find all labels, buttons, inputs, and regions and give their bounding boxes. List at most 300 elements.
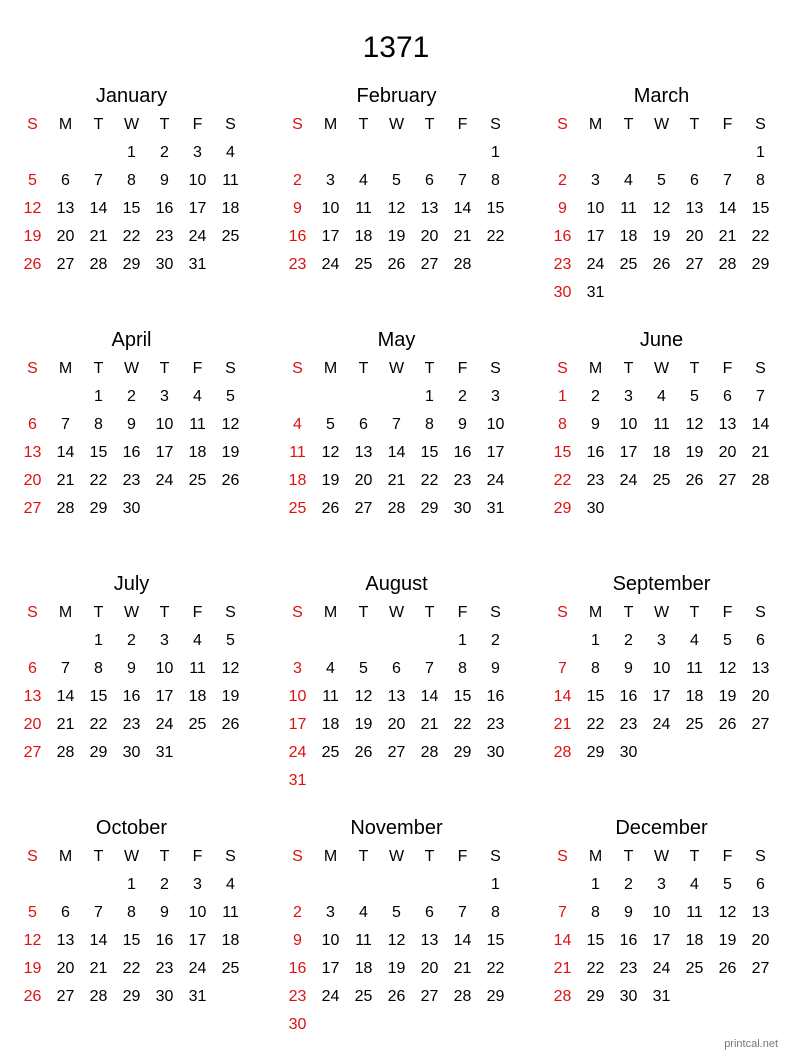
weekday-label: W — [653, 116, 670, 133]
weekday-label: F — [192, 604, 203, 621]
day-cell: 25 — [685, 960, 704, 977]
day-cell: 20 — [718, 444, 737, 461]
day-cell: 29 — [122, 256, 141, 273]
day-cell: 21 — [718, 228, 737, 245]
day-cell: 15 — [89, 688, 108, 705]
day-cell: 13 — [420, 200, 439, 217]
day-cell: 2 — [558, 172, 567, 189]
weekday-label: W — [388, 604, 405, 621]
day-cell: 15 — [586, 932, 605, 949]
week-row — [281, 439, 521, 467]
day-cell: 26 — [23, 988, 42, 1005]
day-cell: 7 — [723, 172, 732, 189]
day-cell: 17 — [188, 200, 207, 217]
weekday-label: S — [557, 360, 568, 377]
day-cell: 19 — [221, 688, 240, 705]
weekday-label: W — [388, 116, 405, 133]
weekday-header — [16, 111, 256, 139]
week-row — [281, 767, 521, 795]
day-cell: 21 — [89, 228, 108, 245]
weekday-header — [281, 599, 521, 627]
day-cell: 30 — [453, 500, 472, 517]
month-name: January — [95, 85, 168, 107]
weekday-label: S — [27, 116, 38, 133]
day-cell: 26 — [718, 960, 737, 977]
day-cell: 3 — [591, 172, 600, 189]
day-cell: 12 — [718, 904, 737, 921]
day-cell: 25 — [685, 716, 704, 733]
day-cell: 20 — [354, 472, 373, 489]
weekday-label: T — [93, 360, 104, 377]
weekday-label: S — [292, 360, 303, 377]
week-row — [281, 139, 521, 167]
day-cell: 16 — [288, 960, 307, 977]
week-row — [281, 195, 521, 223]
month-name: September — [612, 573, 711, 595]
weekday-label: F — [722, 604, 733, 621]
weekday-label: T — [358, 848, 369, 865]
weekday-label: S — [225, 604, 236, 621]
day-cell: 5 — [392, 904, 401, 921]
week-row — [16, 223, 256, 251]
week-row — [546, 871, 786, 899]
day-cell: 8 — [425, 416, 434, 433]
day-cell: 22 — [122, 228, 141, 245]
week-row — [546, 251, 786, 279]
day-cell: 21 — [553, 960, 572, 977]
day-cell: 14 — [553, 932, 572, 949]
day-cell: 28 — [553, 988, 572, 1005]
day-cell: 24 — [486, 472, 505, 489]
day-cell: 28 — [718, 256, 737, 273]
day-cell: 19 — [387, 960, 406, 977]
week-row — [16, 411, 256, 439]
day-cell: 20 — [420, 228, 439, 245]
day-cell: 13 — [751, 904, 770, 921]
day-cell: 25 — [221, 960, 240, 977]
day-cell: 7 — [392, 416, 401, 433]
day-cell: 28 — [387, 500, 406, 517]
day-cell: 13 — [420, 932, 439, 949]
day-cell: 23 — [619, 716, 638, 733]
day-cell: 9 — [127, 660, 136, 677]
day-cell: 26 — [718, 716, 737, 733]
weekday-label: M — [58, 848, 73, 865]
day-cell: 15 — [453, 688, 472, 705]
day-cell: 1 — [591, 876, 600, 893]
day-cell: 14 — [718, 200, 737, 217]
day-cell: 2 — [591, 388, 600, 405]
weekday-header — [281, 355, 521, 383]
week-row — [281, 627, 521, 655]
day-cell: 27 — [751, 960, 770, 977]
day-cell: 12 — [23, 932, 42, 949]
month-name: October — [95, 817, 168, 839]
day-cell: 30 — [553, 284, 572, 301]
day-cell: 23 — [122, 472, 141, 489]
day-cell: 5 — [723, 632, 732, 649]
day-cell: 30 — [586, 500, 605, 517]
week-row — [281, 655, 521, 683]
day-cell: 4 — [193, 632, 202, 649]
weekday-label: S — [292, 848, 303, 865]
weekday-header — [16, 355, 256, 383]
day-cell: 18 — [221, 932, 240, 949]
day-cell: 1 — [127, 144, 136, 161]
day-cell: 8 — [491, 172, 500, 189]
day-cell: 11 — [322, 688, 339, 705]
day-cell: 24 — [155, 472, 174, 489]
day-cell: 11 — [355, 932, 372, 949]
day-cell: 20 — [387, 716, 406, 733]
day-cell: 24 — [188, 228, 207, 245]
week-row — [546, 955, 786, 983]
day-cell: 3 — [293, 660, 302, 677]
weekday-label: F — [192, 360, 203, 377]
day-cell: 9 — [591, 416, 600, 433]
day-cell: 28 — [553, 744, 572, 761]
weekday-label: T — [358, 360, 369, 377]
day-cell: 13 — [751, 660, 770, 677]
day-cell: 15 — [751, 200, 770, 217]
day-cell: 7 — [425, 660, 434, 677]
day-cell: 4 — [690, 632, 699, 649]
weekday-label: W — [653, 604, 670, 621]
month-name: March — [633, 85, 690, 107]
weekday-header — [16, 599, 256, 627]
weekday-label: W — [653, 360, 670, 377]
week-row — [16, 251, 256, 279]
day-cell: 25 — [619, 256, 638, 273]
day-cell: 27 — [23, 744, 42, 761]
weekday-label: M — [58, 360, 73, 377]
day-cell: 2 — [293, 904, 302, 921]
day-cell: 1 — [127, 876, 136, 893]
weekday-label: W — [123, 604, 140, 621]
day-cell: 21 — [453, 228, 472, 245]
month-name: April — [111, 329, 152, 351]
day-cell: 27 — [420, 256, 439, 273]
day-cell: 21 — [89, 960, 108, 977]
day-cell: 31 — [188, 988, 207, 1005]
day-cell: 9 — [293, 200, 302, 217]
day-cell: 8 — [127, 904, 136, 921]
weekday-label: T — [93, 116, 104, 133]
weekday-label: T — [159, 604, 170, 621]
day-cell: 6 — [28, 416, 37, 433]
day-cell: 4 — [690, 876, 699, 893]
day-cell: 19 — [23, 960, 42, 977]
day-cell: 13 — [23, 688, 42, 705]
week-row — [546, 467, 786, 495]
day-cell: 18 — [652, 444, 671, 461]
day-cell: 30 — [619, 988, 638, 1005]
week-row — [546, 739, 786, 767]
day-cell: 13 — [56, 932, 75, 949]
day-cell: 14 — [387, 444, 406, 461]
day-cell: 11 — [222, 172, 239, 189]
week-row — [546, 899, 786, 927]
day-cell: 10 — [652, 904, 671, 921]
weekday-label: T — [623, 360, 634, 377]
month-name: February — [356, 85, 437, 107]
day-cell: 31 — [486, 500, 505, 517]
day-cell: 24 — [652, 960, 671, 977]
week-row — [546, 927, 786, 955]
day-cell: 21 — [453, 960, 472, 977]
month-name: August — [365, 573, 428, 595]
week-row — [281, 411, 521, 439]
day-cell: 17 — [619, 444, 638, 461]
day-cell: 6 — [425, 172, 434, 189]
day-cell: 30 — [122, 744, 141, 761]
day-cell: 1 — [558, 388, 567, 405]
day-cell: 26 — [652, 256, 671, 273]
day-cell: 9 — [624, 660, 633, 677]
day-cell: 16 — [586, 444, 605, 461]
week-row — [546, 655, 786, 683]
day-cell: 5 — [28, 904, 37, 921]
day-cell: 10 — [188, 904, 207, 921]
day-cell: 22 — [89, 716, 108, 733]
day-cell: 25 — [188, 716, 207, 733]
day-cell: 4 — [359, 904, 368, 921]
weekday-label: T — [689, 604, 700, 621]
day-cell: 22 — [453, 716, 472, 733]
day-cell: 31 — [652, 988, 671, 1005]
week-row — [16, 383, 256, 411]
day-cell: 21 — [56, 716, 75, 733]
day-cell: 2 — [160, 876, 169, 893]
day-cell: 5 — [359, 660, 368, 677]
day-cell: 25 — [321, 744, 340, 761]
day-cell: 28 — [751, 472, 770, 489]
week-row — [546, 711, 786, 739]
week-row — [281, 711, 521, 739]
day-cell: 1 — [591, 632, 600, 649]
day-cell: 10 — [486, 416, 505, 433]
day-cell: 1 — [491, 144, 500, 161]
day-cell: 23 — [155, 228, 174, 245]
day-cell: 15 — [122, 932, 141, 949]
day-cell: 14 — [751, 416, 770, 433]
day-cell: 16 — [553, 228, 572, 245]
day-cell: 29 — [89, 500, 108, 517]
day-cell: 17 — [188, 932, 207, 949]
day-cell: 20 — [751, 932, 770, 949]
week-row — [16, 683, 256, 711]
day-cell: 22 — [586, 960, 605, 977]
day-cell: 4 — [657, 388, 666, 405]
day-cell: 30 — [155, 256, 174, 273]
day-cell: 19 — [23, 228, 42, 245]
day-cell: 6 — [425, 904, 434, 921]
day-cell: 23 — [288, 256, 307, 273]
weekday-label: S — [490, 360, 501, 377]
day-cell: 15 — [89, 444, 108, 461]
day-cell: 10 — [288, 688, 307, 705]
day-cell: 7 — [458, 172, 467, 189]
day-cell: 20 — [420, 960, 439, 977]
weekday-label: S — [225, 116, 236, 133]
week-row — [16, 983, 256, 1011]
week-row — [281, 167, 521, 195]
day-cell: 31 — [288, 772, 307, 789]
day-cell: 12 — [221, 660, 240, 677]
month-name: July — [113, 573, 150, 595]
weekday-label: T — [689, 116, 700, 133]
day-cell: 22 — [553, 472, 572, 489]
day-cell: 23 — [586, 472, 605, 489]
week-row — [16, 467, 256, 495]
day-cell: 25 — [354, 256, 373, 273]
day-cell: 29 — [751, 256, 770, 273]
day-cell: 10 — [155, 416, 174, 433]
day-cell: 22 — [486, 960, 505, 977]
day-cell: 17 — [486, 444, 505, 461]
weekday-label: W — [388, 360, 405, 377]
weekday-label: M — [588, 848, 603, 865]
day-cell: 29 — [553, 500, 572, 517]
weekday-label: F — [192, 848, 203, 865]
weekday-header — [16, 843, 256, 871]
day-cell: 2 — [458, 388, 467, 405]
day-cell: 21 — [387, 472, 406, 489]
day-cell: 1 — [756, 144, 765, 161]
day-cell: 30 — [619, 744, 638, 761]
week-row — [281, 467, 521, 495]
day-cell: 28 — [453, 988, 472, 1005]
day-cell: 24 — [586, 256, 605, 273]
week-row — [16, 139, 256, 167]
day-cell: 13 — [56, 200, 75, 217]
day-cell: 16 — [619, 688, 638, 705]
day-cell: 8 — [591, 904, 600, 921]
day-cell: 27 — [387, 744, 406, 761]
day-cell: 3 — [657, 632, 666, 649]
weekday-header — [546, 111, 786, 139]
day-cell: 14 — [453, 932, 472, 949]
weekday-header — [281, 843, 521, 871]
weekday-label: S — [27, 360, 38, 377]
weekday-label: T — [424, 604, 435, 621]
day-cell: 19 — [387, 228, 406, 245]
day-cell: 9 — [491, 660, 500, 677]
weekday-label: S — [292, 604, 303, 621]
day-cell: 25 — [221, 228, 240, 245]
day-cell: 5 — [226, 388, 235, 405]
day-cell: 30 — [486, 744, 505, 761]
day-cell: 18 — [188, 444, 207, 461]
week-row — [546, 983, 786, 1011]
day-cell: 3 — [193, 144, 202, 161]
day-cell: 3 — [193, 876, 202, 893]
weekday-label: M — [588, 116, 603, 133]
day-cell: 28 — [56, 744, 75, 761]
week-row — [281, 251, 521, 279]
day-cell: 3 — [160, 632, 169, 649]
weekday-label: S — [755, 360, 766, 377]
day-cell: 13 — [387, 688, 406, 705]
day-cell: 12 — [321, 444, 340, 461]
day-cell: 17 — [155, 444, 174, 461]
day-cell: 18 — [354, 960, 373, 977]
week-row — [546, 167, 786, 195]
day-cell: 18 — [685, 688, 704, 705]
week-row — [281, 383, 521, 411]
day-cell: 3 — [624, 388, 633, 405]
weekday-label: M — [58, 116, 73, 133]
weekday-label: M — [58, 604, 73, 621]
day-cell: 8 — [127, 172, 136, 189]
day-cell: 5 — [690, 388, 699, 405]
day-cell: 30 — [122, 500, 141, 517]
day-cell: 24 — [321, 256, 340, 273]
day-cell: 20 — [56, 960, 75, 977]
day-cell: 3 — [326, 904, 335, 921]
day-cell: 5 — [723, 876, 732, 893]
day-cell: 7 — [61, 416, 70, 433]
week-row — [546, 439, 786, 467]
weekday-label: W — [123, 848, 140, 865]
day-cell: 11 — [686, 660, 703, 677]
day-cell: 24 — [155, 716, 174, 733]
day-cell: 8 — [94, 416, 103, 433]
day-cell: 30 — [155, 988, 174, 1005]
day-cell: 8 — [458, 660, 467, 677]
weekday-label: T — [93, 848, 104, 865]
day-cell: 4 — [226, 876, 235, 893]
day-cell: 23 — [486, 716, 505, 733]
day-cell: 8 — [491, 904, 500, 921]
day-cell: 22 — [89, 472, 108, 489]
day-cell: 2 — [127, 632, 136, 649]
week-row — [281, 495, 521, 523]
weekday-label: M — [323, 116, 338, 133]
day-cell: 19 — [221, 444, 240, 461]
weekday-label: T — [623, 848, 634, 865]
day-cell: 29 — [89, 744, 108, 761]
week-row — [281, 927, 521, 955]
day-cell: 20 — [685, 228, 704, 245]
day-cell: 29 — [122, 988, 141, 1005]
day-cell: 14 — [553, 688, 572, 705]
day-cell: 22 — [486, 228, 505, 245]
day-cell: 17 — [155, 688, 174, 705]
month-name: November — [350, 817, 443, 839]
weekday-label: T — [93, 604, 104, 621]
year-title: 1371 — [362, 31, 430, 64]
day-cell: 29 — [420, 500, 439, 517]
day-cell: 10 — [188, 172, 207, 189]
weekday-label: M — [588, 360, 603, 377]
day-cell: 8 — [94, 660, 103, 677]
day-cell: 15 — [586, 688, 605, 705]
day-cell: 18 — [188, 688, 207, 705]
day-cell: 13 — [354, 444, 373, 461]
weekday-label: W — [123, 360, 140, 377]
day-cell: 23 — [288, 988, 307, 1005]
week-row — [16, 711, 256, 739]
month-name: December — [615, 817, 708, 839]
day-cell: 26 — [221, 716, 240, 733]
day-cell: 21 — [751, 444, 770, 461]
week-row — [16, 439, 256, 467]
day-cell: 22 — [751, 228, 770, 245]
week-row — [546, 411, 786, 439]
day-cell: 1 — [425, 388, 434, 405]
day-cell: 9 — [624, 904, 633, 921]
